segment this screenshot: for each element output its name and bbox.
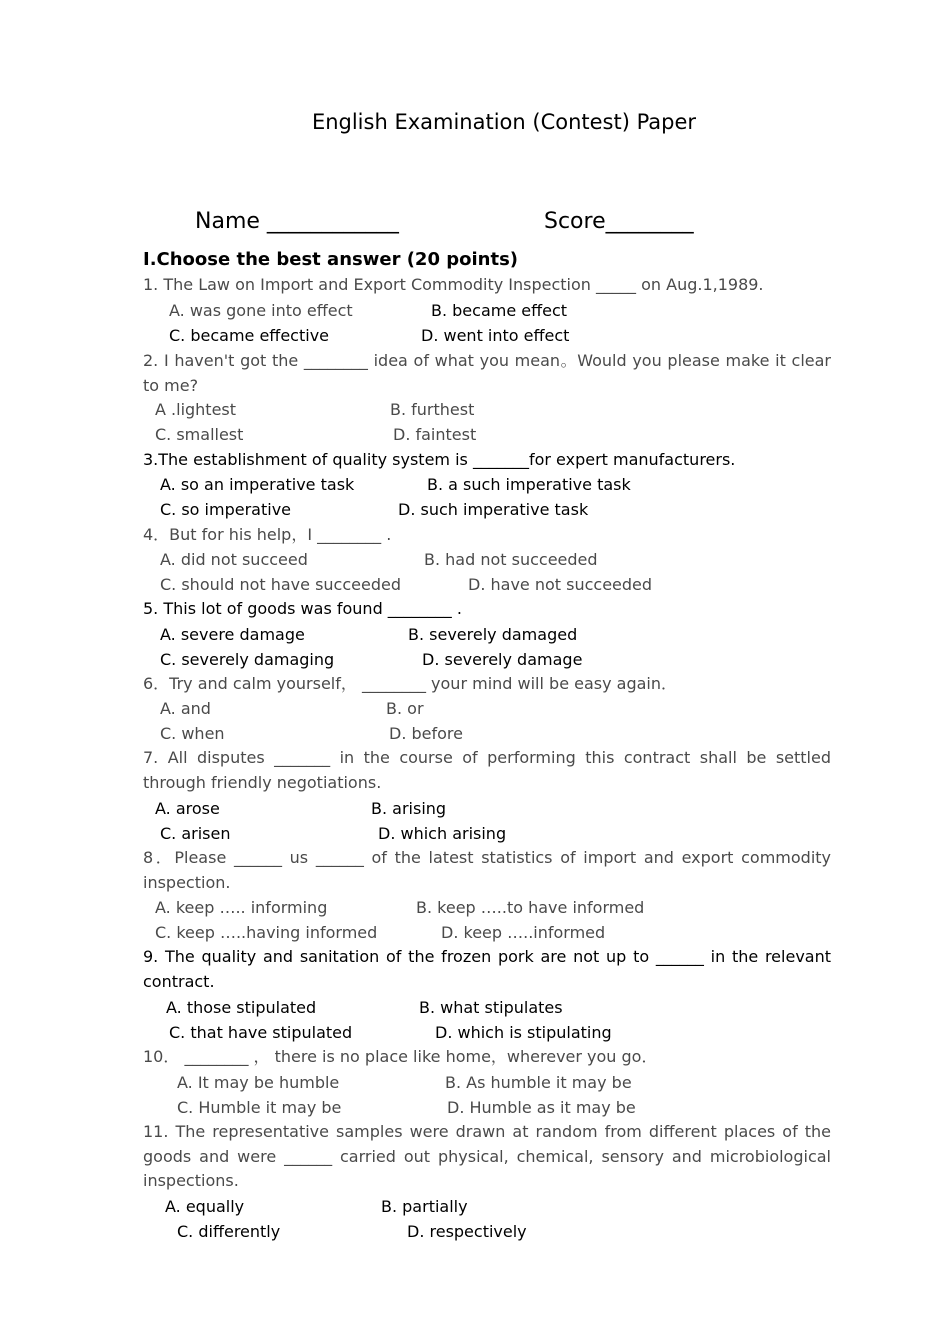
option-c: C. Humble it may be — [177, 1098, 342, 1117]
option-d: D. keep …..informed — [441, 923, 606, 942]
option-b: B. severely damaged — [408, 625, 578, 644]
option-a: A .lightest — [155, 400, 237, 419]
question-stem: 1. The Law on Import and Export Commodity Inspection _____ on Aug.1,1989. — [143, 275, 764, 294]
option-a: A. and — [160, 699, 211, 718]
question-stem: 11. The representative samples were drawn at random from different places of the goods and were ______ carried out physical, chemical, sensory and microbiological inspections. — [143, 1122, 831, 1190]
option-c: C. when — [160, 724, 225, 743]
option-c: C. smallest — [155, 425, 244, 444]
option-d: D. which is stipulating — [435, 1023, 612, 1042]
option-c: C. that have stipulated — [169, 1023, 353, 1042]
option-b: B. furthest — [390, 400, 475, 419]
question-stem: 8．Please ______ us ______ of the latest statistics of import and export commodity inspection. — [143, 848, 831, 892]
option-a: A. keep ….. informing — [155, 898, 328, 917]
option-a: A. those stipulated — [166, 998, 317, 1017]
option-b: B. had not succeeded — [424, 550, 598, 569]
option-d: D. went into effect — [421, 326, 570, 345]
option-d: D. Humble as it may be — [447, 1098, 636, 1117]
option-a: A. so an imperative task — [160, 475, 355, 494]
option-b: B. arising — [371, 799, 447, 818]
option-c: C. differently — [177, 1222, 281, 1241]
option-d: D. before — [389, 724, 463, 743]
option-d: D. which arising — [378, 824, 507, 843]
option-b: B. partially — [381, 1197, 468, 1216]
question-stem: 3.The establishment of quality system is _______for expert manufacturers. — [143, 450, 736, 469]
option-c: C. should not have succeeded — [160, 575, 401, 594]
option-a: A. did not succeed — [160, 550, 308, 569]
option-b: B. keep …..to have informed — [416, 898, 645, 917]
option-c: C. arisen — [160, 824, 231, 843]
option-c: C. so imperative — [160, 500, 291, 519]
option-a: A. severe damage — [160, 625, 305, 644]
option-a: A. It may be humble — [177, 1073, 340, 1092]
option-b: B. became effect — [431, 301, 568, 320]
option-b: B. As humble it may be — [445, 1073, 632, 1092]
question-stem: 2. I haven't got the ________ idea of what you mean。Would you please make it clear to me? — [143, 351, 831, 395]
option-a: A. was gone into effect — [169, 301, 353, 320]
section-heading: I.Choose the best answer (20 points) — [143, 249, 519, 270]
option-d: D. have not succeeded — [468, 575, 653, 594]
option-b: B. or — [386, 699, 424, 718]
option-d: D. severely damage — [422, 650, 583, 669]
score-field-label: Score________ — [544, 209, 694, 234]
question-stem: 9. The quality and sanitation of the frozen pork are not up to ______ in the relevant contract. — [143, 947, 831, 991]
option-d: D. such imperative task — [398, 500, 589, 519]
option-c: C. became effective — [169, 326, 329, 345]
page-title: English Examination (Contest) Paper — [311, 110, 697, 134]
option-c: C. severely damaging — [160, 650, 335, 669]
question-stem: 7. All disputes _______ in the course of performing this contract shall be settled through friendly negotiations. — [143, 748, 831, 792]
option-d: D. respectively — [407, 1222, 527, 1241]
question-stem: 6．Try and calm yourself， ________ your mind will be easy again． — [143, 674, 678, 693]
option-a: A. arose — [155, 799, 220, 818]
option-b: B. what stipulates — [419, 998, 563, 1017]
question-stem: 5. This lot of goods was found ________ . — [143, 599, 462, 618]
option-d: D. faintest — [393, 425, 477, 444]
option-a: A. equally — [165, 1197, 245, 1216]
name-field-label: Name ____________ — [195, 209, 399, 234]
question-stem: 10． ________ ， there is no place like home，wherever you go． — [143, 1047, 658, 1066]
question-stem: 4．But for his help，I ________ . — [143, 525, 392, 544]
option-b: B. a such imperative task — [427, 475, 631, 494]
option-c: C. keep …..having informed — [155, 923, 378, 942]
